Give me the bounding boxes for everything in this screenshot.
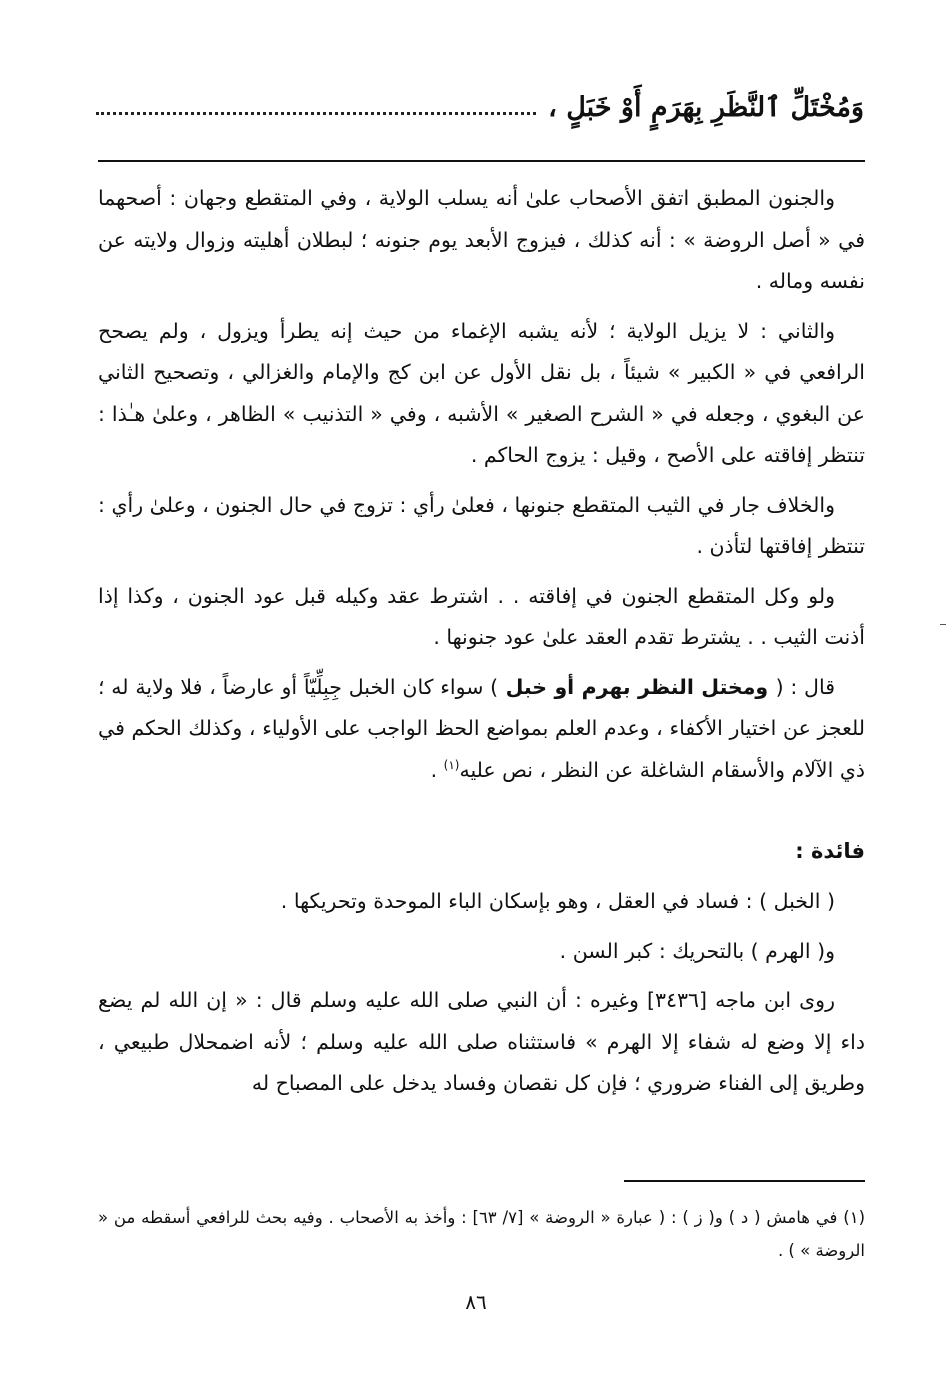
footnote: (١) في هامش ( د ) و( ز ) : ( عبارة « الروضة » [٧/ ٦٣] : وأخذ به الأصحاب . وفيه بحث للرافعي أسقطه من « الروضة » ) . bbox=[98, 1208, 865, 1260]
header-dotted-leader bbox=[96, 112, 536, 115]
quote-commentary: ) سواء كان الخبل جِبِلِّيّاً أو عارضاً ، فلا ولاية له ؛ للعجز عن اختيار الأكفاء ، وعدم العلم بمواضع الحظ الواجب على الأولياء ، وكذلك الحكم في ذي الآلام والأسقام الشاغلة عن النظر ، نص عليه bbox=[98, 674, 865, 782]
running-header bbox=[96, 92, 864, 123]
footnote-ref: (١) bbox=[443, 757, 460, 772]
faida-heading: فائدة : bbox=[795, 839, 865, 863]
paragraph: والثاني : لا يزيل الولاية ؛ لأنه يشبه الإغماء من حيث إنه يطرأ ويزول ، ولم يصحح الرافعي في « الكبير » شيئاً ، بل نقل الأول عن ابن كج والإمام والغزالي ، وتصحيح الثاني عن البغوي ، وجعله في « الشرح الصغير » الأشبه ، وفي « التذنيب » الظاهر ، وعلىٰ هـٰذا : تنتظر إفاقته على الأصح ، وقيل : يزوج الحاكم . bbox=[98, 318, 865, 467]
quote-intro: قال : ( bbox=[775, 674, 835, 699]
paragraph: ولو وكل المتقطع الجنون في إفاقته . . اشترط عقد وكيله قبل عود الجنون ، وكذا إذا أذنت الثيب . . يشترط تقدم العقد علىٰ عود جنونها . bbox=[98, 583, 865, 649]
header-rule bbox=[98, 160, 865, 162]
page-number: ٨٦ bbox=[465, 1290, 487, 1314]
faida-line: و( الهرم ) بالتحريك : كبر السن . bbox=[559, 938, 835, 963]
paragraph: والجنون المطبق اتفق الأصحاب علىٰ أنه يسلب الولاية ، وفي المتقطع وجهان : أصحهما في « أصل الروضة » : أنه كذلك ، فيزوج الأبعد يوم جنونه ؛ لبطلان أهليته وزوال ولايته عن نفسه وماله . bbox=[98, 186, 865, 293]
paragraph: والخلاف جار في الثيب المتقطع جنونها ، فعلىٰ رأي : تزوج في حال الجنون ، وعلىٰ رأي : تنتظر إفاقتها لتأذن . bbox=[98, 492, 865, 558]
footnote-rule bbox=[624, 1180, 865, 1182]
main-text bbox=[98, 178, 865, 1113]
quoted-matn: ومختل النظر بهرم أو خبل bbox=[498, 674, 776, 699]
header-title: وَمُخْتَلِّ ٱلنَّظَرِ بِهَرَمٍ أَوْ خَبَلٍ ، bbox=[548, 92, 864, 123]
quote-end: . bbox=[430, 757, 444, 782]
quote-paragraph bbox=[98, 667, 865, 792]
faida-line: ( الخبل ) : فساد في العقل ، وهو بإسكان الباء الموحدة وتحريكها . bbox=[280, 889, 835, 913]
hadith-paragraph: روى ابن ماجه [٣٤٣٦] وغيره : أن النبي صلى الله عليه وسلم قال : « إن الله لم يضع داء إلا وضع له شفاء إلا الهرم » فاستثناه صلى الله عليه وسلم ؛ لأنه اضمحلال طبيعي ، وطريق إلى الفناء ضروري ؛ فإن كل نقصان وفساد يدخل على المصباح له bbox=[98, 988, 865, 1095]
margin-tick bbox=[940, 624, 946, 625]
